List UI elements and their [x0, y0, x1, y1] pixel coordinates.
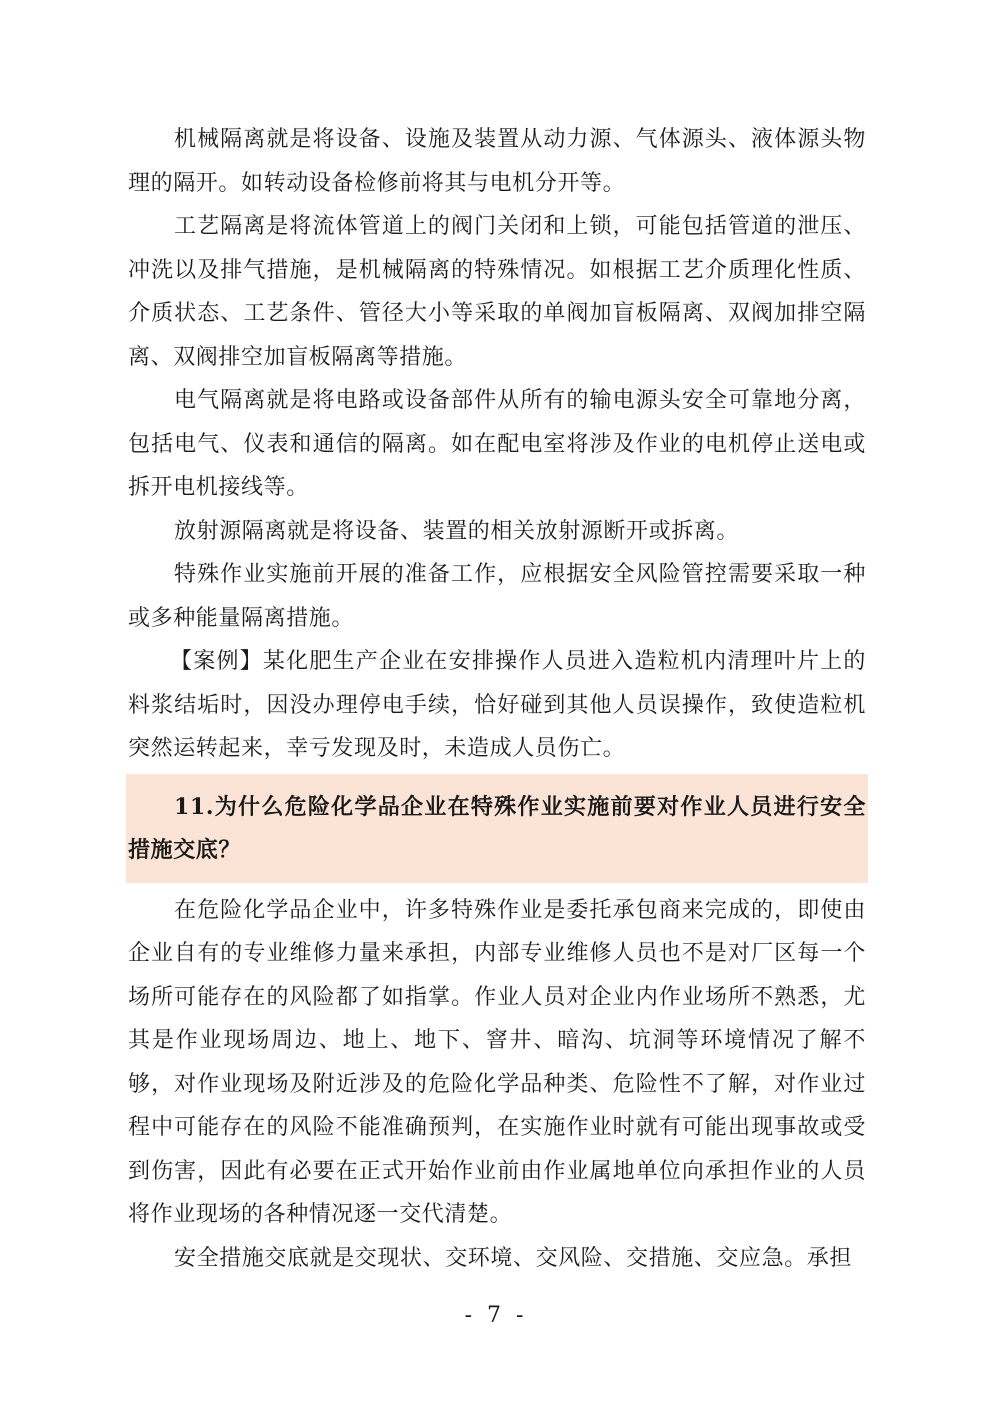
paragraph-electrical-isolation: 电气隔离就是将电路或设备部件从所有的输电源头安全可靠地分离，包括电气、仪表和通信的隔离。如在配电室将涉及作业的电机停止送电或拆开电机接线等。 — [128, 388, 866, 500]
paragraph-answer-body: 在危险化学品企业中，许多特殊作业是委托承包商来完成的，即使由企业自有的专业维修力量来承担，内部专业维修人员也不是对厂区每一个场所可能存在的风险都了如指掌。作业人员对企业内作业场所不熟悉，尤其是作业现场周边、地上、地下、窨井、暗沟、坑洞等环境情况了解不够，对作业现场及附近涉及的危险化学品种类、危险性不了解，对作业过程中可能存在的风险不能准确预判，在实施作业时就有可能出现事故或受到伤害，因此有必要在正式开始作业前由作业属地单位向承担作业的人员将作业现场的各种情况逐一交代清楚。 — [128, 897, 866, 1227]
page-number: - 7 - — [464, 1303, 528, 1328]
page-content — [128, 118, 866, 1280]
paragraph-radiation-isolation: 放射源隔离就是将设备、装置的相关放射源断开或拆离。 — [174, 518, 740, 544]
paragraph-mechanical-isolation: 机械隔离就是将设备、设施及装置从动力源、气体源头、液体源头物理的隔开。如转动设备检修前将其与电机分开等。 — [128, 127, 866, 196]
paragraph-case-example: 【案例】某化肥生产企业在安排操作人员进入造粒机内清理叶片上的料浆结垢时，因没办理停电手续，恰好碰到其他人员误操作，致使造粒机突然运转起来，幸亏发现及时，未造成人员伤亡。 — [128, 649, 866, 761]
paragraph-process-isolation: 工艺隔离是将流体管道上的阀门关闭和上锁，可能包括管道的泄压、冲洗以及排气措施，是机械隔离的特殊情况。如根据工艺介质理化性质、介质状态、工艺条件、管径大小等采取的单阀加盲板隔离、双阀加排空隔离、双阀排空加盲板隔离等措施。 — [128, 214, 866, 370]
question-heading: 11.为什么危险化学品企业在特殊作业实施前要对作业人员进行安全措施交底？ — [128, 793, 866, 863]
paragraph-preparation-work: 特殊作业实施前开展的准备工作，应根据安全风险管控需要采取一种或多种能量隔离措施。 — [128, 562, 866, 631]
question-heading-box — [126, 774, 868, 883]
paragraph-safety-briefing: 安全措施交底就是交现状、交环境、交风险、交措施、交应急。承担 — [174, 1245, 853, 1271]
